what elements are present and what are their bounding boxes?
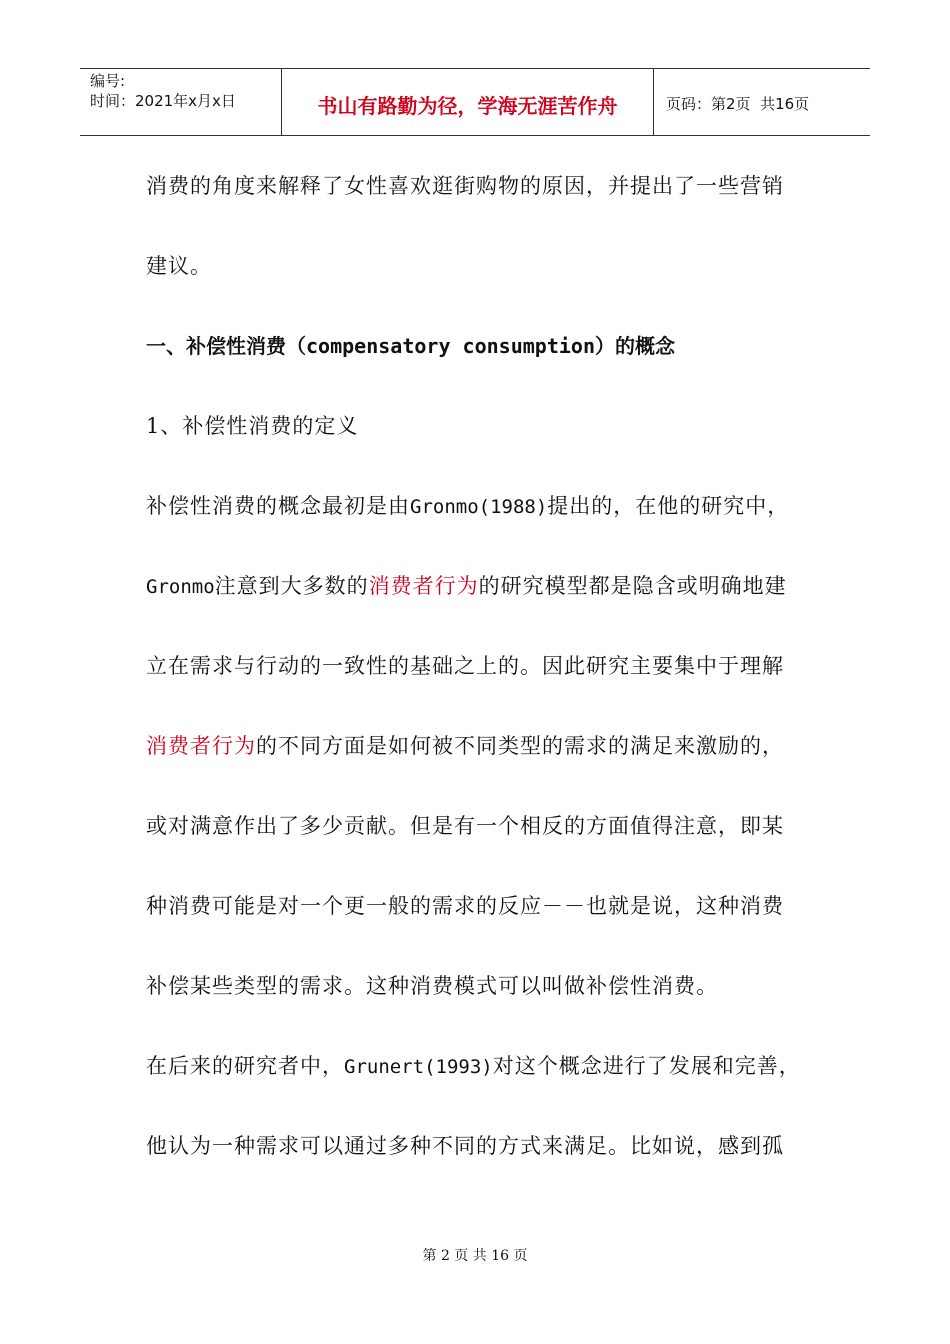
header-motto: 书山有路勤为径，学海无涯苦作舟 [317,93,618,118]
text-run: 注意到大多数的 [214,574,369,598]
body-line: 种消费可能是对一个更一般的需求的反应－－也就是说，这种消费 [146,894,784,918]
body-line: 他认为一种需求可以通过多种不同的方式来满足。比如说，感到孤 [146,1134,784,1158]
highlighted-term-link[interactable]: 消费者行为 [368,574,479,598]
section-heading: 一、补偿性消费（compensatory consumption）的概念 [146,334,675,358]
text-run: 在后来的研究者中， [146,1054,344,1078]
document-body [146,146,836,1186]
page-footer [0,1245,950,1265]
text-run: 对这个概念进行了发展和完善， [492,1054,801,1078]
body-line [146,466,836,546]
header-motto-cell [282,69,654,135]
author-name: Gronmo [146,576,215,598]
header-page-cell [654,69,870,135]
text-run: 提出的，在他的研究中， [547,494,790,518]
citation: Gronmo(1988) [410,496,548,518]
body-line [146,706,836,786]
subsection-heading: 1、补偿性消费的定义 [146,414,359,438]
header-table [80,68,870,136]
body-line [146,1026,836,1106]
body-line: 消费的角度来解释了女性喜欢逛街购物的原因，并提出了一些营销 [146,174,784,198]
body-line: 建议。 [146,254,212,278]
document-time-label: 时间：2021年x月x日 [90,92,236,110]
text-run: 的研究模型都是隐含或明确地建 [478,574,787,598]
text-run: 的不同方面是如何被不同类型的需求的满足来激励的， [256,734,784,758]
body-line [146,546,836,626]
citation: Grunert(1993) [344,1056,493,1078]
body-line: 补偿某些类型的需求。这种消费模式可以叫做补偿性消费。 [146,974,718,998]
text-run: 补偿性消费的概念最初是由 [146,494,410,518]
header-meta-cell [80,69,282,135]
body-line: 立在需求与行动的一致性的基础之上的。因此研究主要集中于理解 [146,654,784,678]
document-number-label: 编号: [90,72,126,90]
header-page-info: 页码：第2页 共16页 [666,94,810,113]
footer-page-number: 第 2 页 共 16 页 [422,1248,528,1264]
highlighted-term-link[interactable]: 消费者行为 [146,734,256,758]
body-line: 或对满意作出了多少贡献。但是有一个相反的方面值得注意，即某 [146,814,784,838]
